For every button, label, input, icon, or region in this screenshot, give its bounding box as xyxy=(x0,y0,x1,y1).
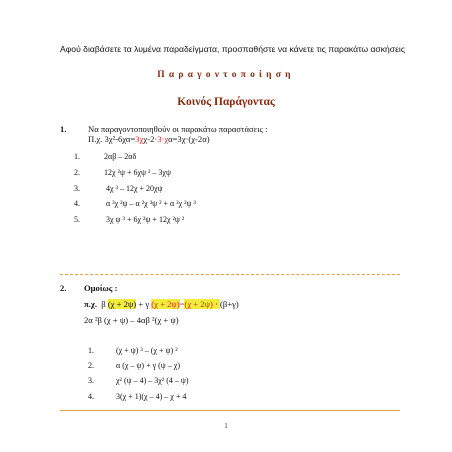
example-highlight-1: (χ + 2ψ) xyxy=(107,299,137,309)
question-2-line2: 2α ²β (χ + ψ) – 4αβ ²(χ + ψ) xyxy=(84,315,179,325)
q1-item-expression: 3χ ψ ³ + 6χ ²ψ + 12χ ²ψ ² xyxy=(106,215,185,224)
example-highlight-2: 3·χ xyxy=(157,134,169,144)
question-1-example xyxy=(88,134,210,144)
section-title: Κοινός Παράγοντας xyxy=(177,96,275,108)
example-prefix: Π.χ. 3χ²-6χα= xyxy=(88,134,136,144)
q1-item-expression: 4χ ³ – 12χ + 20χψ xyxy=(106,184,163,193)
bottom-divider xyxy=(60,410,400,411)
example-highlight-4: · xyxy=(212,299,221,309)
q1-item-number: 3. xyxy=(74,184,80,193)
example-end: α=3χ·(χ-2α) xyxy=(168,134,210,144)
question-1-number: 1. xyxy=(60,124,67,134)
example-end: (β+γ) xyxy=(220,299,239,309)
example-part: β xyxy=(101,299,108,309)
question-2-number: 2. xyxy=(60,283,67,293)
question-2-example xyxy=(84,299,239,309)
intro-text: Αφού διαβάσετε τα λυμένα παραδείγματα, προσπαθήστε να κάνετε τις παρακάτω ασκήσεις xyxy=(60,44,405,54)
q2-item-expression: 3(χ + 1)(χ – 4) – χ + 4 xyxy=(116,392,187,401)
example-label: π.χ. xyxy=(84,299,97,309)
q1-item-number: 5. xyxy=(74,215,80,224)
page-number: 1 xyxy=(224,422,228,430)
q1-item-expression: 12χ ²ψ + 6χψ ² – 3χψ xyxy=(104,168,171,177)
q1-item-number: 2. xyxy=(74,168,80,177)
example-highlight-3: (χ + 2ψ) xyxy=(184,299,213,309)
question-1-text: Να παραγοντοποιηθούν οι παρακάτω παραστάσεις : xyxy=(88,124,268,134)
example-mid: χ-2· xyxy=(143,134,158,144)
q1-item-number: 4. xyxy=(74,199,80,208)
q1-item-expression: α ³χ ²ψ – α ²χ ³ψ ² + α ²χ ²ψ ³ xyxy=(106,199,196,208)
q1-item-expression: 2αβ – 2αδ xyxy=(104,152,137,161)
question-2-text: Ομοίως : xyxy=(84,283,118,293)
q2-item-number: 3. xyxy=(88,376,94,385)
q2-item-number: 4. xyxy=(88,392,94,401)
example-highlight-1: 3χ xyxy=(135,134,144,144)
example-highlight-2: (χ + 2ψ) xyxy=(151,299,180,309)
q2-item-expression: (χ + ψ) ³ – (χ + ψ) ² xyxy=(116,346,178,355)
q2-item-expression: α (χ – ψ) + γ (ψ – χ) xyxy=(116,361,181,370)
example-equals: = xyxy=(179,299,185,309)
dashed-divider xyxy=(60,274,400,275)
q1-item-number: 1. xyxy=(74,152,80,161)
q2-item-number: 2. xyxy=(88,361,94,370)
q2-item-expression: χ² (ψ – 4) – 3χ² (4 – ψ) xyxy=(116,376,189,385)
document-title: Παραγοντοποίηση xyxy=(157,70,295,80)
example-part: + γ xyxy=(136,299,152,309)
q2-item-number: 1. xyxy=(88,346,94,355)
